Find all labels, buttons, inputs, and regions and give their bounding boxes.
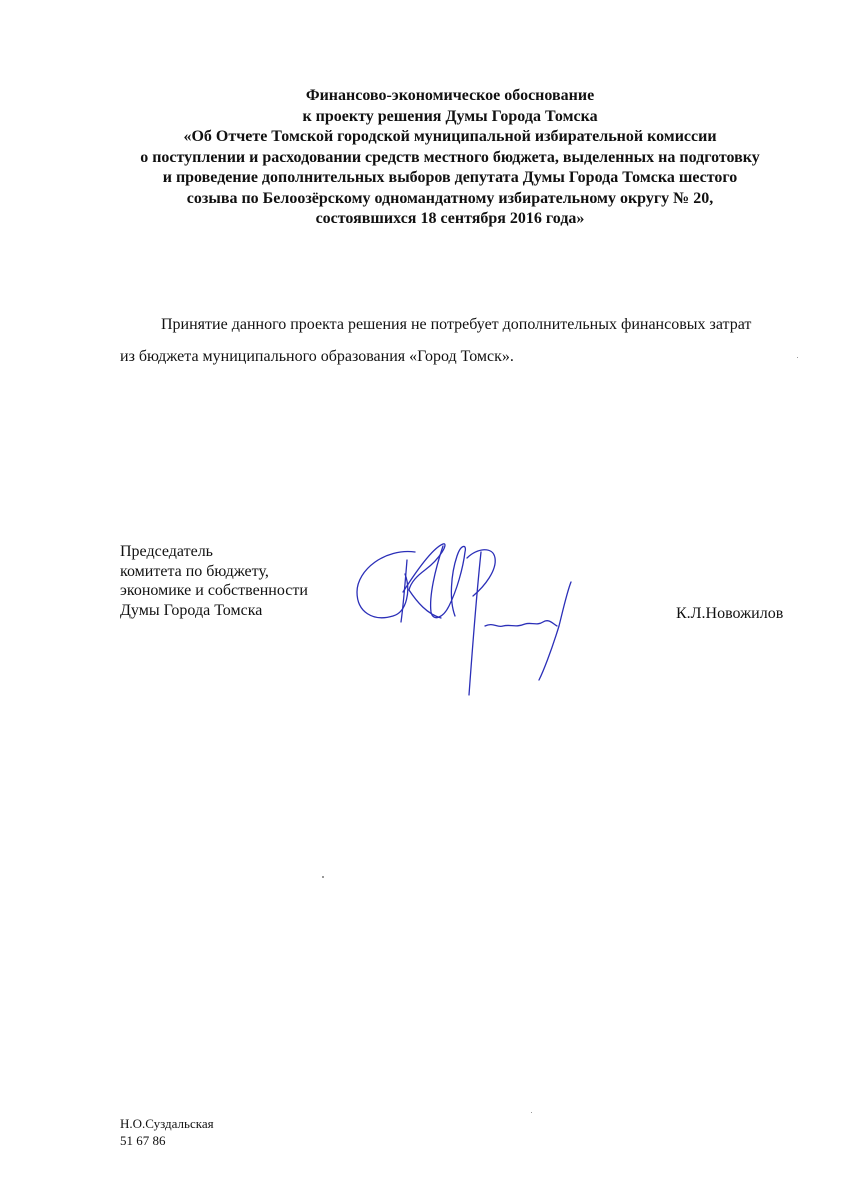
title-line: созыва по Белоозёрскому одномандатному избирательному округу № 20,: [186, 189, 714, 207]
signer-position-line: Председатель: [120, 543, 213, 560]
signer-position-line: комитета по бюджету,: [120, 562, 269, 580]
executor-footer: [120, 1115, 214, 1149]
signer-position-line: экономике и собственности: [120, 582, 308, 599]
executor-name: Н.О.Суздальская: [120, 1116, 214, 1131]
executor-phone: 51 67 86: [120, 1133, 166, 1148]
signer-name: К.Л.Новожилов: [676, 605, 784, 622]
title-line: Финансово-экономическое обоснование: [305, 87, 595, 104]
handwritten-signature: [345, 530, 585, 705]
body-line: Принятие данного проекта решения не потребует дополнительных финансовых затрат: [161, 316, 752, 333]
title-line: о поступлении и расходовании средств местного бюджета, выделенных на подготовку: [140, 148, 760, 166]
signer-position-line: Думы Города Томска: [120, 601, 263, 619]
signer-position: [120, 542, 308, 620]
body-paragraph: [120, 309, 810, 373]
title-line: состоявшихся 18 сентября 2016 года»: [315, 210, 585, 227]
scan-speck: [797, 357, 798, 358]
title-line: и проведение дополнительных выборов депутата Думы Города Томска шестого: [162, 169, 738, 186]
scan-speck: [531, 1112, 532, 1113]
scan-speck: [322, 876, 324, 878]
title-line: «Об Отчете Томской городской муниципальной избирательной комиссии: [183, 128, 717, 145]
body-line: из бюджета муниципального образования «Город Томск».: [120, 348, 514, 365]
title-line: к проекту решения Думы Города Томска: [302, 107, 598, 125]
document-title: [100, 86, 800, 230]
